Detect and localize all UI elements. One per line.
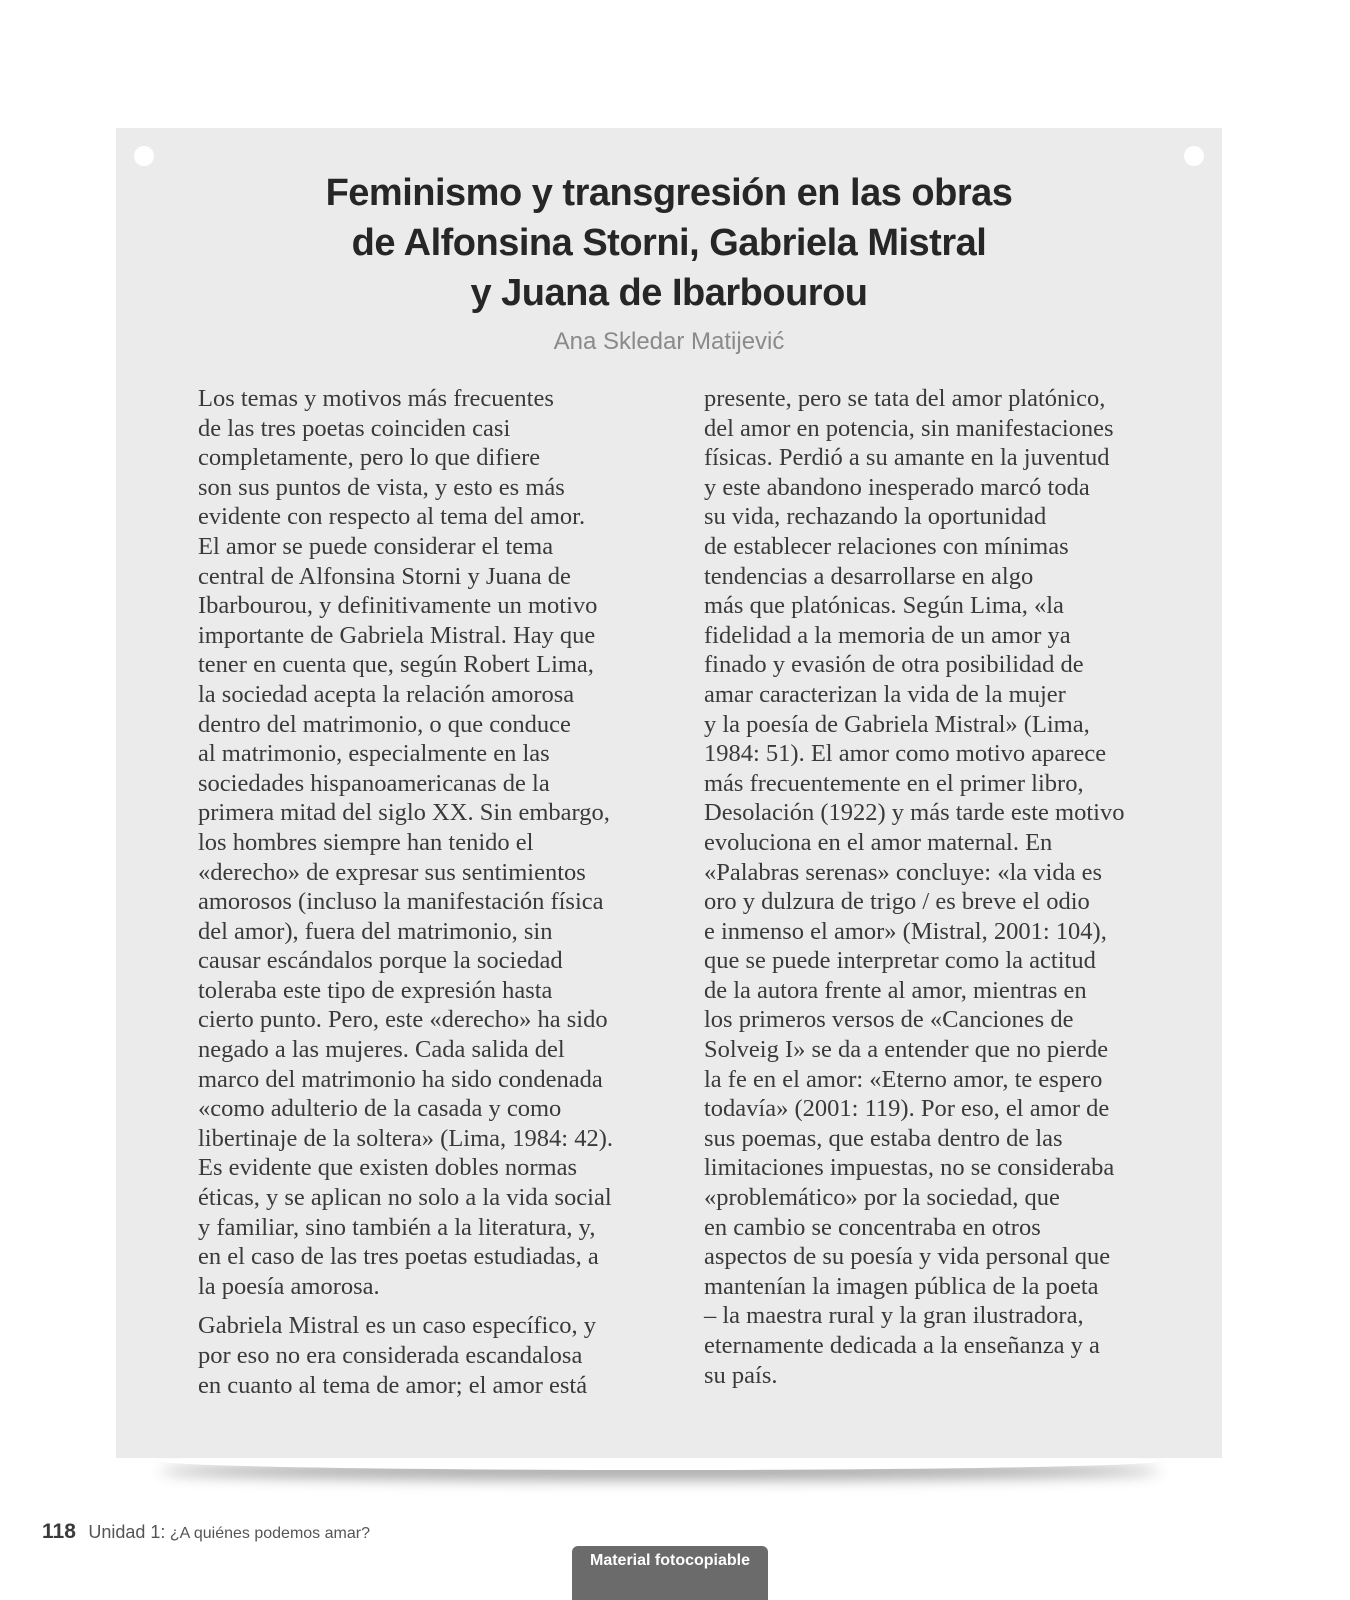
text-line: «como adulterio de la casada y como [198,1095,562,1123]
text-line: son sus puntos de vista, y esto es más [198,473,565,501]
text-line: los primeros versos de «Canciones de [704,1006,1074,1034]
paragraph-1 [198,384,688,1301]
text-line: del amor en potencia, sin manifestaciones [704,414,1114,442]
text-line: tener en cuenta que, según Robert Lima, [198,651,594,679]
text-line: libertinaje de la soltera» (Lima, 1984: 42). [198,1124,614,1152]
text-line: Los temas y motivos más frecuentes [198,385,554,412]
text-line: Ibarbourou, y definitivamente un motivo [198,592,598,620]
title-line: de Alfonsina Storni, Gabriela Mistral [351,222,987,264]
text-line: su vida, rechazando la oportunidad [704,503,1047,531]
text-line: 1984: 51). El amor como motivo aparece [704,740,1107,768]
text-line: amar caracterizan la vida de la mujer [704,680,1066,708]
text-line: Gabriela Mistral es un caso específico, y [198,1312,596,1340]
title-line: y Juana de Ibarbourou [470,272,868,314]
text-line: Solveig I» se da a entender que no pierde [704,1036,1109,1064]
text-line: de las tres poetas coinciden casi [198,414,511,442]
text-line: Desolación (1922) y más tarde este motivo [704,799,1125,827]
text-line: al matrimonio, especialmente en las [198,740,550,768]
text-line: completamente, pero lo que difiere [198,444,541,472]
text-line: la sociedad acepta la relación amorosa [198,680,575,708]
text-line: aspectos de su poesía y vida personal que [704,1243,1111,1271]
text-line: los hombres siempre han tenido el [198,828,534,856]
text-line: evoluciona en el amor maternal. En [704,828,1053,856]
title-line: Feminismo y transgresión en las obras [325,172,1013,214]
text-line: El amor se puede considerar el tema [198,532,554,560]
text-line: por eso no era considerada escandalosa [198,1342,583,1369]
text-line: que se puede interpretar como la actitud [704,947,1096,975]
text-line: cierto punto. Pero, este «derecho» ha sido [198,1006,608,1034]
text-line: más frecuentemente en el primer libro, [704,769,1084,797]
text-line: amorosos (incluso la manifestación física [198,888,604,916]
text-line: de establecer relaciones con mínimas [704,532,1069,560]
text-line: la fe en el amor: «Eterno amor, te espero [704,1065,1103,1093]
text-line: finado y evasión de otra posibilidad de [704,651,1084,679]
text-line: limitaciones impuestas, no se consideraba [704,1154,1115,1182]
article-author: Ana Skledar Matijević [553,328,785,355]
text-line: toleraba este tipo de expresión hasta [198,976,553,1004]
text-line: y familiar, sino también a la literatura, y, [198,1213,596,1241]
text-line: oro y dulzura de trigo / es breve el odio [704,888,1090,916]
photocopy-tab: Material fotocopiable [572,1546,768,1600]
paragraph-2 [198,1311,688,1400]
text-line: y este abandono inesperado marcó toda [704,473,1090,501]
text-line: e inmenso el amor» (Mistral, 2001: 104), [704,917,1107,945]
article-title [116,168,1222,318]
text-line: en cuanto al tema de amor; el amor está [198,1371,588,1399]
text-line: Es evidente que existen dobles normas [198,1154,577,1182]
punch-hole-right [1184,146,1204,166]
right-column [704,384,1194,1390]
text-line: – la maestra rural y la gran ilustradora, [704,1302,1084,1330]
article-card [116,128,1222,1458]
text-line: mantenían la imagen pública de la poeta [704,1272,1099,1300]
text-line: primera mitad del siglo XX. Sin embargo, [198,799,610,827]
paragraph-continued [704,384,1194,1390]
left-column [198,384,688,1400]
text-line: marco del matrimonio ha sido condenada [198,1065,603,1093]
text-line: fidelidad a la memoria de un amor ya [704,621,1071,649]
unit-title: ¿A quiénes podemos amar? [169,1525,370,1542]
text-line: en el caso de las tres poetas estudiadas, a [198,1243,599,1271]
text-line: «Palabras serenas» concluye: «la vida es [704,858,1102,886]
punch-hole-left [134,146,154,166]
text-line: su país. [704,1361,778,1389]
page-number: 118 [42,1520,76,1543]
text-line: «problemático» por la sociedad, que [704,1184,1060,1212]
text-line: la poesía amorosa. [198,1272,380,1300]
text-line: en cambio se concentraba en otros [704,1213,1041,1241]
text-line: sus poemas, que estaba dentro de las [704,1124,1063,1152]
text-line: eternamente dedicada a la enseñanza y a [704,1332,1100,1359]
text-line: del amor), fuera del matrimonio, sin [198,917,553,945]
text-line: más que platónicas. Según Lima, «la [704,592,1064,620]
text-line: «derecho» de expresar sus sentimientos [198,858,586,886]
text-line: todavía» (2001: 119). Por eso, el amor de [704,1095,1110,1123]
text-line: de la autora frente al amor, mientras en [704,976,1087,1004]
text-line: causar escándalos porque la sociedad [198,947,563,975]
text-line: presente, pero se tata del amor platónico, [704,385,1106,412]
text-line: físicas. Perdió a su amante en la juventud [704,444,1110,472]
text-line: dentro del matrimonio, o que conduce [198,710,571,738]
text-line: importante de Gabriela Mistral. Hay que [198,621,596,649]
text-line: éticas, y se aplican no solo a la vida social [198,1184,612,1212]
text-line: negado a las mujeres. Cada salida del [198,1036,565,1064]
text-line: sociedades hispanoamericanas de la [198,769,550,797]
unit-label: Unidad 1: [88,1522,166,1542]
page-footer [42,1520,370,1544]
text-line: central de Alfonsina Storni y Juana de [198,562,571,590]
text-line: evidente con respecto al tema del amor. [198,503,586,531]
text-line: tendencias a desarrollarse en algo [704,562,1034,590]
text-line: y la poesía de Gabriela Mistral» (Lima, [704,710,1090,738]
